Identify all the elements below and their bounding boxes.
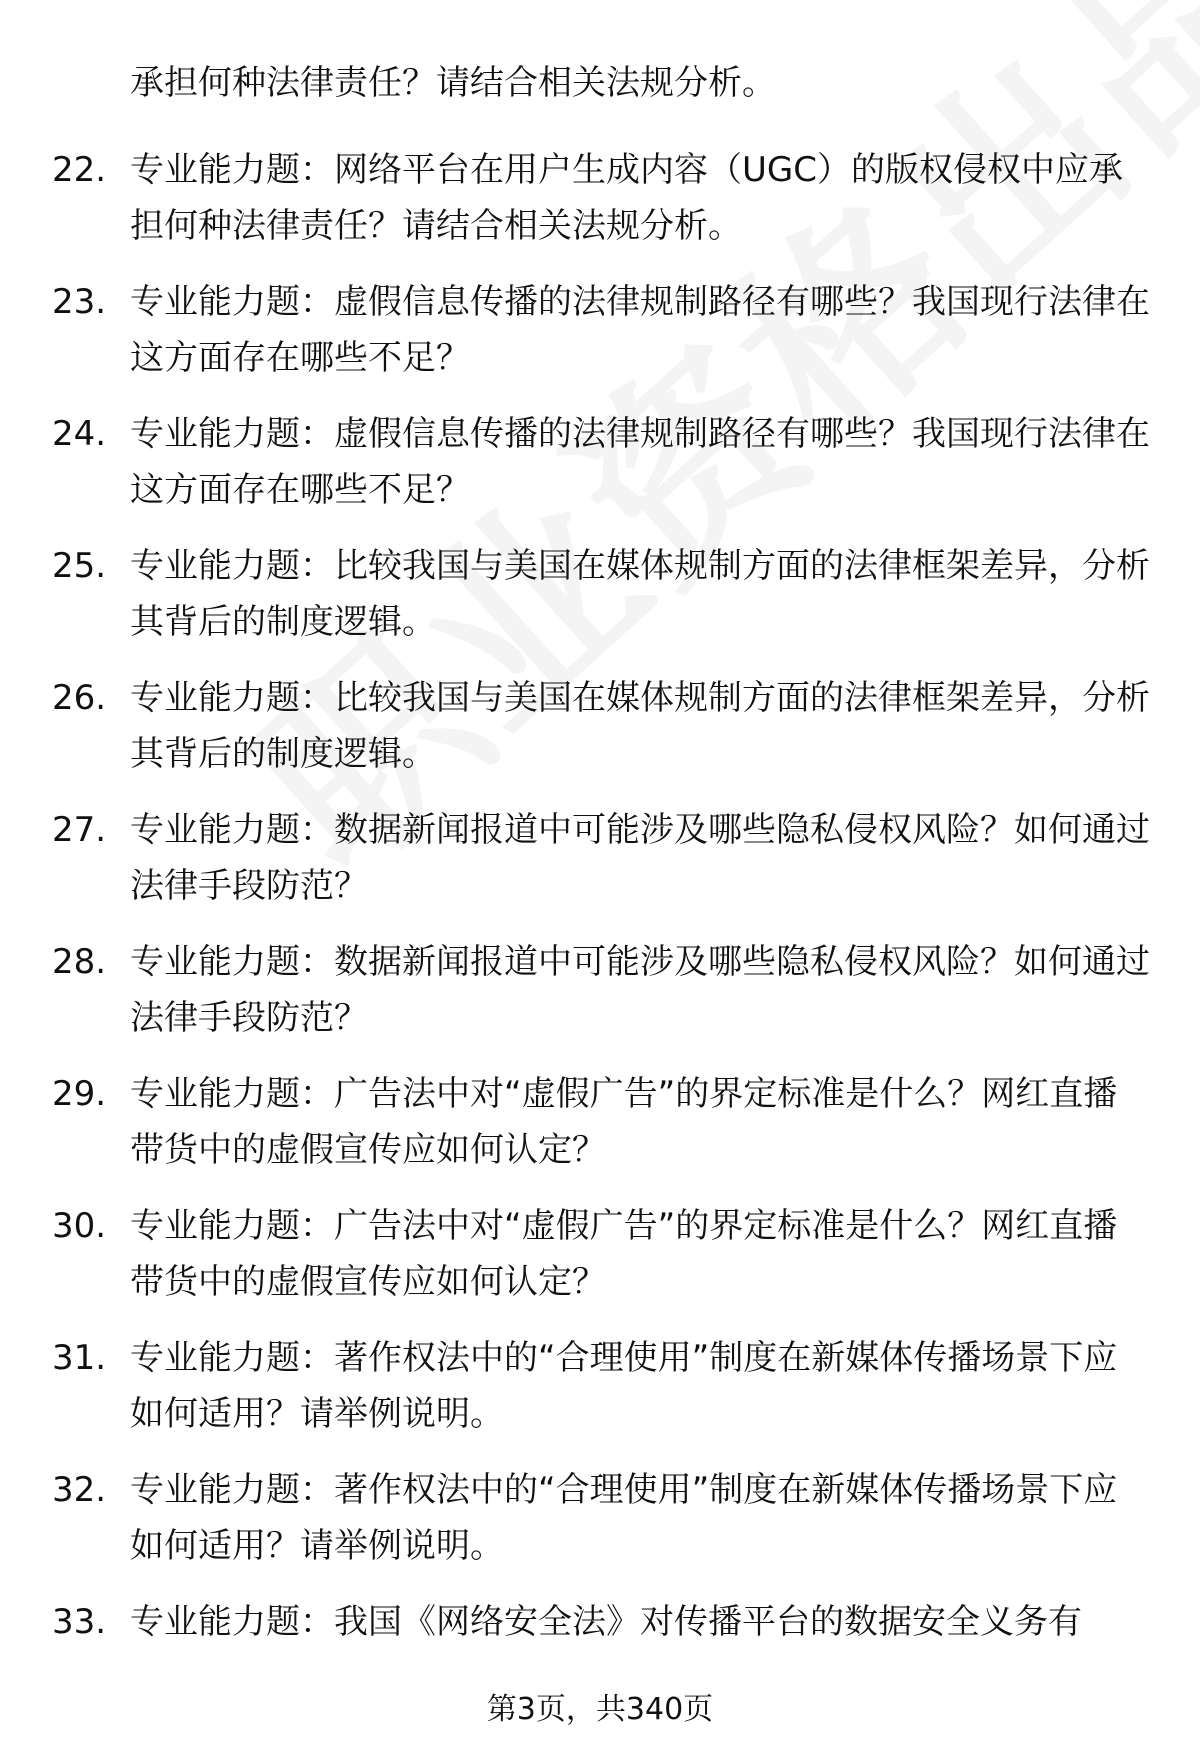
question-text: 专业能力题：比较我国与美国在媒体规制方面的法律框架差异，分析其背后的制度逻辑。	[130, 678, 1150, 774]
continued-question-text: 承担何种法律责任？请结合相关法规分析。	[130, 63, 776, 103]
question-text: 专业能力题：著作权法中的“合理使用”制度在新媒体传播场景下应如何适用？请举例说明。	[130, 1338, 1118, 1434]
question-text: 专业能力题：数据新闻报道中可能涉及哪些隐私侵权风险？如何通过法律手段防范？	[130, 810, 1150, 906]
question-number: 33.	[52, 1602, 107, 1642]
question-item	[0, 1462, 1200, 1594]
question-number: 32.	[52, 1470, 107, 1510]
question-text: 专业能力题：虚假信息传播的法律规制路径有哪些？我国现行法律在这方面存在哪些不足？	[130, 282, 1150, 378]
question-item	[0, 670, 1200, 802]
question-text: 专业能力题：广告法中对“虚假广告”的界定标准是什么？网红直播带货中的虚假宣传应如何认定？	[130, 1074, 1118, 1170]
question-number: 23.	[52, 282, 107, 322]
question-number: 22.	[52, 150, 107, 190]
question-number: 30.	[52, 1206, 107, 1246]
question-text: 专业能力题：数据新闻报道中可能涉及哪些隐私侵权风险？如何通过法律手段防范？	[130, 942, 1150, 1038]
question-text: 专业能力题：虚假信息传播的法律规制路径有哪些？我国现行法律在这方面存在哪些不足？	[130, 414, 1150, 510]
question-number: 25.	[52, 546, 107, 586]
question-number: 28.	[52, 942, 107, 982]
question-item	[0, 538, 1200, 670]
question-text: 专业能力题：比较我国与美国在媒体规制方面的法律框架差异，分析其背后的制度逻辑。	[130, 546, 1150, 642]
question-text: 专业能力题：我国《网络安全法》对传播平台的数据安全义务有	[130, 1602, 1082, 1642]
page-number-footer: 第3页，共340页	[486, 1692, 714, 1727]
question-number: 27.	[52, 810, 107, 850]
question-list	[0, 142, 1200, 1726]
question-number: 24.	[52, 414, 107, 454]
question-text: 专业能力题：著作权法中的“合理使用”制度在新媒体传播场景下应如何适用？请举例说明。	[130, 1470, 1118, 1566]
question-text: 专业能力题：广告法中对“虚假广告”的界定标准是什么？网红直播带货中的虚假宣传应如何认定？	[130, 1206, 1118, 1302]
question-item	[0, 934, 1200, 1066]
question-item	[0, 142, 1200, 274]
question-item	[0, 274, 1200, 406]
question-item	[0, 1198, 1200, 1330]
question-item	[0, 802, 1200, 934]
question-number: 26.	[52, 678, 107, 718]
question-text: 专业能力题：网络平台在用户生成内容（UGC）的版权侵权中应承担何种法律责任？请结合相关法规分析。	[130, 150, 1123, 246]
question-item	[0, 1066, 1200, 1198]
question-item	[0, 1330, 1200, 1462]
question-number: 31.	[52, 1338, 107, 1378]
question-item	[0, 406, 1200, 538]
question-number: 29.	[52, 1074, 107, 1114]
